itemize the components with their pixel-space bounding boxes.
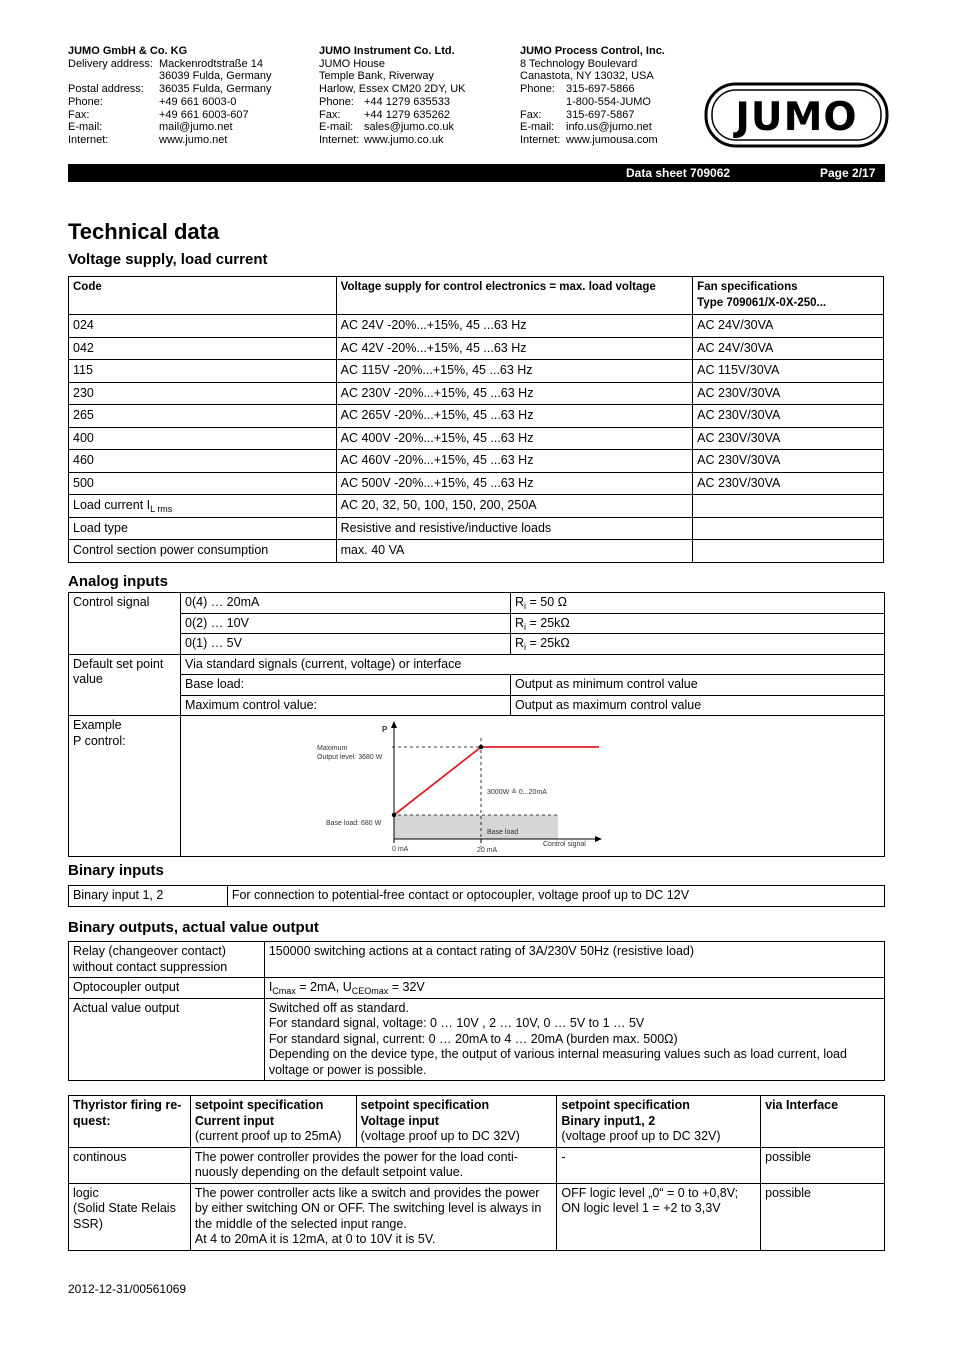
- table-header-row: [69, 1096, 885, 1148]
- contact-row: [520, 96, 665, 109]
- max-label: Maximum: [317, 745, 348, 752]
- section-heading-binary-outputs: Binary outputs, actual value output: [68, 919, 319, 936]
- cell-code: 230: [69, 382, 337, 405]
- contact-row: [319, 96, 466, 109]
- contact-row: [68, 134, 272, 147]
- table-row: [69, 427, 884, 450]
- page-title: Technical data: [68, 219, 220, 244]
- datasheet-number: Data sheet 709062: [626, 166, 731, 180]
- cell-fan: AC 24V/30VA: [693, 315, 884, 338]
- header-current-input: setpoint specification Current input (current proof up to 25mA): [190, 1096, 356, 1148]
- contact-label: [68, 70, 159, 83]
- cell-fan: AC 115V/30VA: [693, 360, 884, 383]
- contact-row: [520, 83, 665, 96]
- default-setpoint-label: Default set point value: [69, 654, 181, 716]
- contact-label: Internet:: [68, 133, 109, 146]
- firing-request-table: [68, 1095, 885, 1251]
- contact-value: +44 1279 635262: [364, 108, 450, 121]
- y-axis-label: P: [382, 725, 388, 734]
- table-row: [69, 450, 884, 473]
- load-type-value: Resistive and resistive/inductive loads: [336, 517, 693, 540]
- cell-voltage: AC 265V -20%...+15%, 45 ...63 Hz: [336, 405, 693, 428]
- contact-row: [68, 83, 272, 96]
- table-row: [69, 1183, 885, 1250]
- load-current-value: AC 20, 32, 50, 100, 150, 200, 250A: [336, 495, 693, 518]
- cell-code: 115: [69, 360, 337, 383]
- table-row: [69, 675, 885, 696]
- relay-label: Relay (changeover contact) without contact suppression: [69, 942, 265, 978]
- base-load-value: Output as minimum control value: [511, 675, 885, 696]
- section-heading-analog: Analog inputs: [68, 573, 168, 590]
- data-point: [392, 813, 396, 817]
- actual-value-label: Actual value output: [69, 998, 265, 1081]
- cell-fan: AC 230V/30VA: [693, 472, 884, 495]
- cell-voltage: AC 42V -20%...+15%, 45 ...63 Hz: [336, 337, 693, 360]
- contact-row: [319, 109, 466, 122]
- cell-fan: AC 24V/30VA: [693, 337, 884, 360]
- contact-label: Postal address:: [68, 83, 144, 96]
- contact-row: [520, 109, 665, 122]
- header-firing-request: Thyristor firing re-quest:: [69, 1096, 191, 1148]
- max-control-value: Output as maximum control value: [511, 695, 885, 716]
- company-address-usa: [520, 45, 665, 147]
- contact-value: Mackenrodtstraße 14: [159, 57, 263, 70]
- header-interface: via Interface: [761, 1096, 885, 1148]
- base-load-label: Base load:: [181, 675, 511, 696]
- max-label: Output level: 3680 W: [317, 754, 383, 761]
- address-line: Canastota, NY 13032, USA: [520, 70, 654, 83]
- table-row: [69, 978, 885, 999]
- table-row: [69, 634, 885, 655]
- table-row: [69, 998, 885, 1081]
- power-value: max. 40 VA: [336, 540, 693, 563]
- contact-row: [520, 134, 665, 147]
- contact-row: [68, 70, 272, 83]
- contact-label: Phone:: [68, 95, 103, 108]
- contact-value: +49 661 6003-607: [159, 108, 249, 121]
- address-line: JUMO House: [319, 57, 386, 70]
- signal-range: 0(1) … 5V: [181, 634, 511, 655]
- logic-interface: possible: [761, 1183, 885, 1250]
- default-setpoint-value: Via standard signals (current, voltage) or interface: [181, 654, 885, 675]
- contact-label: Delivery address:: [68, 57, 153, 70]
- contact-row: [520, 121, 665, 134]
- contact-row: [68, 58, 272, 71]
- jumo-logo: [704, 82, 889, 148]
- range-label: 3000W ≙ 0...20mA: [487, 789, 547, 796]
- contact-value: mail@jumo.net: [159, 121, 233, 134]
- table-row: [69, 517, 884, 540]
- signal-range: 0(4) … 20mA: [181, 593, 511, 614]
- table-header-row: [69, 277, 884, 315]
- company-name: JUMO Instrument Co. Ltd.: [319, 45, 455, 57]
- cell-voltage: AC 500V -20%...+15%, 45 ...63 Hz: [336, 472, 693, 495]
- cell-voltage: AC 460V -20%...+15%, 45 ...63 Hz: [336, 450, 693, 473]
- signal-range: 0(2) … 10V: [181, 613, 511, 634]
- table-row: [69, 360, 884, 383]
- max-control-label: Maximum control value:: [181, 695, 511, 716]
- load-type-label: Load type: [69, 517, 337, 540]
- contact-row: [68, 121, 272, 134]
- contact-value: www.jumousa.com: [566, 133, 658, 146]
- binary-input-label: Binary input 1, 2: [69, 886, 228, 907]
- contact-value: sales@jumo.co.uk: [364, 121, 455, 134]
- signal-resistance: $R_i = 25k\Omega$: [511, 613, 885, 634]
- page-number: Page 2/17: [820, 166, 876, 180]
- contact-value: www.jumo.net: [159, 133, 228, 146]
- company-address-uk: [319, 45, 466, 147]
- cell-voltage: AC 400V -20%...+15%, 45 ...63 Hz: [336, 427, 693, 450]
- contact-value: 315-697-5866: [566, 83, 635, 96]
- optocoupler-label: Optocoupler output: [69, 978, 265, 999]
- cell-code: 042: [69, 337, 337, 360]
- table-row: [69, 593, 885, 614]
- table-row: [69, 654, 885, 675]
- address-line: Temple Bank, Riverway: [319, 70, 434, 83]
- binary-inputs-table: [68, 885, 885, 907]
- contact-row: [319, 134, 466, 147]
- contact-label: E-mail:: [319, 121, 354, 134]
- company-name: JUMO GmbH & Co. KG: [68, 45, 188, 57]
- cell-fan: AC 230V/30VA: [693, 450, 884, 473]
- table-row: [69, 337, 884, 360]
- cell-code: 024: [69, 315, 337, 338]
- contact-value: 36035 Fulda, Germany: [159, 83, 272, 96]
- contact-label: Fax:: [319, 108, 341, 121]
- contact-row: [319, 121, 466, 134]
- table-row: [69, 942, 885, 978]
- contact-label: Fax:: [520, 108, 542, 121]
- table-row: [69, 382, 884, 405]
- contact-row: [68, 109, 272, 122]
- contact-label: Fax:: [68, 108, 90, 121]
- actual-value-text: Switched off as standard. For standard signal, voltage: 0 … 10V , 2 … 10V, 0 … 5V to 1 … 5V For standard signal, current: 0 … 20mA to 4 … 20mA (burden max. 500Ω) Depending on the device type, the output of various internal measuring values such as load current, load voltage or power is possible.: [264, 998, 884, 1081]
- header-voltage-input: setpoint specification Voltage input (voltage proof up to DC 32V): [356, 1096, 557, 1148]
- section-heading-binary-inputs: Binary inputs: [68, 862, 164, 879]
- cell-voltage: AC 24V -20%...+15%, 45 ...63 Hz: [336, 315, 693, 338]
- cell-code: 500: [69, 472, 337, 495]
- table-row: [69, 716, 885, 857]
- address-line: Harlow, Essex CM20 2DY, UK: [319, 83, 466, 96]
- header-code: Code: [69, 277, 337, 315]
- datasheet-bar: [68, 164, 885, 182]
- contact-label: Internet:: [520, 133, 561, 146]
- contact-label: Phone:: [319, 95, 354, 108]
- x-axis-label: Control signal: [543, 841, 586, 848]
- contact-value: 315-697-5867: [566, 108, 635, 121]
- cell-voltage: AC 115V -20%...+15%, 45 ...63 Hz: [336, 360, 693, 383]
- cell-fan: AC 230V/30VA: [693, 382, 884, 405]
- binary-input-value: For connection to potential-free contact or optocoupler, voltage proof up to DC 12V: [227, 886, 884, 907]
- table-row: [69, 540, 884, 563]
- contact-value: +44 1279 635533: [364, 95, 450, 108]
- cell-code: 460: [69, 450, 337, 473]
- power-label: Control section power consumption: [69, 540, 337, 563]
- contact-value: info.us@jumo.net: [566, 121, 652, 134]
- cell-fan: AC 230V/30VA: [693, 427, 884, 450]
- contact-value: 1-800-554-JUMO: [566, 95, 651, 108]
- contact-label: Internet:: [319, 133, 360, 146]
- base-load-band-label: Base load: [487, 829, 519, 836]
- header-voltage: Voltage supply for control electronics = max. load voltage: [336, 277, 693, 315]
- table-row: [69, 1147, 885, 1183]
- continuous-description: The power controller provides the power for the load conti-nuously depending on the default setpoint value.: [190, 1147, 557, 1183]
- y-axis-arrow: [391, 721, 397, 728]
- example-chart-cell: [181, 716, 885, 857]
- data-point: [479, 745, 483, 749]
- logic-description: The power controller acts like a switch and provides the power by either switching ON or OFF. The switching level is always in the middle of the selected input range. At 4 to 20mA it is 12mA, at 0 to 10V it is 5V.: [190, 1183, 557, 1250]
- table-row: [69, 695, 885, 716]
- contact-value: 36039 Fulda, Germany: [159, 70, 272, 83]
- table-row: [69, 613, 885, 634]
- contact-label: [520, 96, 566, 109]
- continuous-binary: -: [557, 1147, 761, 1183]
- header-fan: Fan specifications Type 709061/X-0X-250...: [693, 277, 884, 315]
- analog-table: [68, 592, 885, 857]
- logic-levels: OFF logic level „0“ = 0 to +0,8V; ON logic level 1 = +2 to 3,3V: [557, 1183, 761, 1250]
- control-signal-label: Control signal: [69, 593, 181, 655]
- table-row: [69, 405, 884, 428]
- contact-label: E-mail:: [68, 121, 103, 134]
- table-row: [69, 472, 884, 495]
- series-line: [394, 747, 599, 815]
- p-control-chart: [181, 716, 884, 856]
- x-tick-label: 0 mA: [392, 846, 409, 853]
- company-name: JUMO Process Control, Inc.: [520, 45, 665, 57]
- optocoupler-value: $I_{Cmax} = 2mA$, $U_{CEOmax} = 32V$: [264, 978, 884, 999]
- table-row: [69, 495, 884, 518]
- contact-label: E-mail:: [520, 121, 555, 134]
- base-load-label: Base load: 680 W: [326, 820, 382, 827]
- example-label: Example P control:: [69, 716, 181, 857]
- table-row: [69, 886, 885, 907]
- signal-resistance: $R_i = 25k\Omega$: [511, 634, 885, 655]
- table-row: [69, 315, 884, 338]
- cell-code: 265: [69, 405, 337, 428]
- contact-value: www.jumo.co.uk: [364, 133, 444, 146]
- x-axis-arrow: [595, 836, 602, 842]
- section-heading-voltage: Voltage supply, load current: [68, 251, 268, 268]
- contact-row: [68, 96, 272, 109]
- x-tick-label: 20 mA: [477, 847, 498, 854]
- voltage-table: [68, 276, 884, 563]
- signal-resistance: $R_i = 50$ Ω: [511, 593, 885, 614]
- load-current-label: Load current $I_{L rms}$: [69, 495, 337, 518]
- continuous-interface: possible: [761, 1147, 885, 1183]
- mode-logic: logic (Solid State Relais SSR): [69, 1183, 191, 1250]
- address-line: 8 Technology Boulevard: [520, 57, 638, 70]
- header-binary-input: setpoint specification Binary input1, 2 (voltage proof up to DC 32V): [557, 1096, 761, 1148]
- cell-fan: AC 230V/30VA: [693, 405, 884, 428]
- cell-code: 400: [69, 427, 337, 450]
- base-load-band: [394, 815, 558, 839]
- logo-text: JUMO: [735, 95, 858, 140]
- document-footer: 2012-12-31/00561069: [68, 1282, 187, 1296]
- binary-outputs-table: [68, 941, 885, 1081]
- company-address-germany: [68, 45, 272, 147]
- relay-value: 150000 switching actions at a contact rating of 3A/230V 50Hz (resistive load): [264, 942, 884, 978]
- contact-value: +49 661 6003-0: [159, 95, 237, 108]
- cell-voltage: AC 230V -20%...+15%, 45 ...63 Hz: [336, 382, 693, 405]
- mode-continuous: continous: [69, 1147, 191, 1183]
- contact-label: Phone:: [520, 83, 555, 96]
